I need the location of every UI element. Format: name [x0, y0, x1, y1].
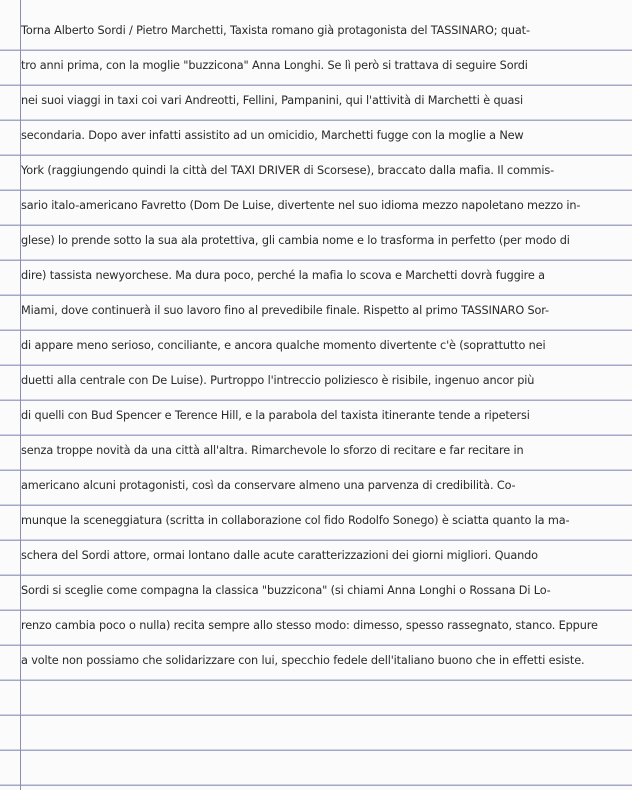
text-line: di quelli con Bud Spencer e Terence Hill, e la parabola del taxista itinerante tende a ripetersi: [21, 409, 530, 422]
text-line: secondaria. Dopo aver infatti assistito ad un omicidio, Marchetti fugge con la moglie a New: [21, 129, 524, 142]
text-line: Miami, dove continuerà il suo lavoro fino al prevedibile finale. Rispetto al primo TASSINARO Sor-: [21, 304, 549, 317]
text-line: di appare meno serioso, conciliante, e ancora qualche momento divertente c'è (soprattutto nei: [21, 339, 546, 352]
text-line: glese) lo prende sotto la sua ala protettiva, gli cambia nome e lo trasforma in perfetto (per modo di: [21, 234, 570, 247]
text-line: renzo cambia poco o nulla) recita sempre allo stesso modo: dimesso, spesso rassegnato, stanco. Eppure: [21, 619, 598, 632]
text-line: a volte non possiamo che solidarizzare con lui, specchio fedele dell'italiano buono che in effetti esiste.: [21, 654, 585, 667]
text-line: munque la sceneggiatura (scritta in collaborazione col fido Rodolfo Sonego) è sciatta quanto la ma-: [21, 514, 570, 527]
text-line: schera del Sordi attore, ormai lontano dalle acute caratterizzazioni dei giorni migliori. Quando: [21, 549, 538, 562]
handwritten-text: [21, 13, 626, 678]
text-line: americano alcuni protagonisti, così da conservare almeno una parvenza di credibilità. Co-: [21, 479, 516, 492]
text-line: senza troppe novità da una città all'altra. Rimarchevole lo sforzo di recitare e far recitare in: [21, 444, 524, 457]
text-line: dire) tassista newyorchese. Ma dura poco, perché la mafia lo scova e Marchetti dovrà fuggire a: [21, 269, 545, 282]
text-line: sario italo-americano Favretto (Dom De Luise, divertente nel suo idioma mezzo napoletano mezzo in-: [21, 199, 581, 212]
text-line: Sordi si sceglie come compagna la classica "buzzicona" (si chiami Anna Longhi o Rossana Di Lo-: [21, 584, 551, 597]
text-line: duetti alla centrale con De Luise). Purtroppo l'intreccio poliziesco è risibile, ingenuo ancor più: [21, 374, 535, 387]
text-line: York (raggiungendo quindi la città del TAXI DRIVER di Scorsese), braccato dalla mafia. Il commis-: [21, 164, 555, 177]
text-line: nei suoi viaggi in taxi coi vari Andreotti, Fellini, Pampanini, qui l'attività di Marchetti è quasi: [21, 94, 523, 107]
text-line: Torna Alberto Sordi / Pietro Marchetti, Taxista romano già protagonista del TASSINARO; quat-: [21, 24, 530, 37]
text-line: tro anni prima, con la moglie "buzzicona" Anna Longhi. Se lì però si trattava di seguire Sordi: [21, 59, 528, 72]
